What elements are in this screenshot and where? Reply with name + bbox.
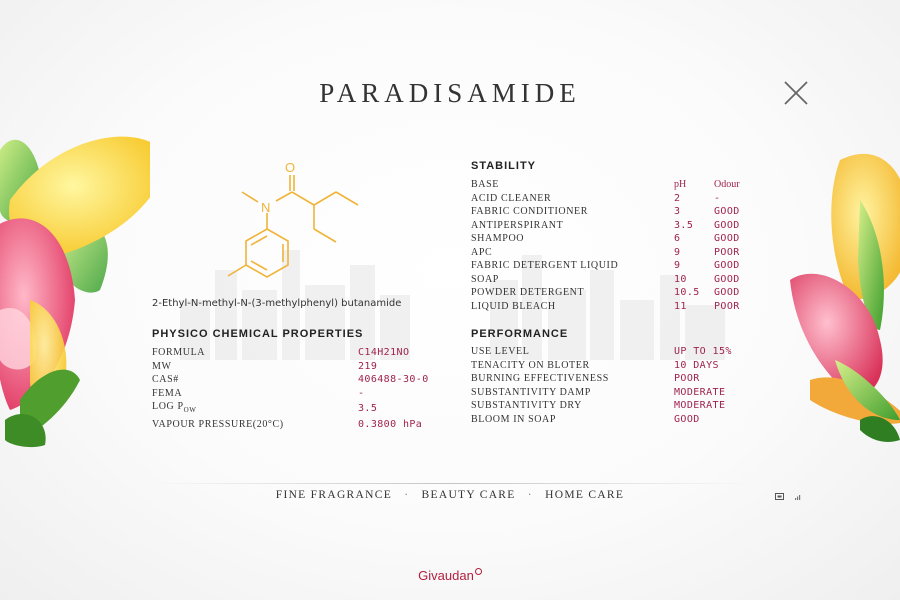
stability-ph: 6 [674,233,681,244]
table-row [471,259,740,273]
stability-table [471,178,740,313]
performance-heading: PERFORMANCE [471,328,569,340]
table-row [471,192,740,206]
table-header-row [471,178,740,192]
table-row [471,399,732,413]
table-row [152,418,429,432]
close-icon[interactable] [782,79,810,107]
chemical-name: 2-Ethyl-N-methyl-N-(3-methylphenyl) butanamide [152,298,402,309]
stability-base: LIQUID BLEACH [471,300,556,312]
oxygen-label: O [285,160,296,175]
physico-label-logp [152,400,358,418]
givaudan-logo [0,568,900,583]
table-row [471,205,740,219]
logo-text: Givaudan [418,568,474,583]
stability-ph: 2 [674,192,681,204]
table-row [471,345,732,359]
stability-ph: 11 [674,300,687,312]
performance-value: GOOD [674,413,700,425]
performance-label: SUBSTANTIVITY DAMP [471,386,591,398]
performance-label: BLOOM IN SOAP [471,413,557,425]
physico-value: 219 [358,360,378,372]
table-row [152,346,429,360]
stability-base: POWDER DETERGENT [471,287,585,298]
physico-label: VAPOUR PRESSURE(20°C) [152,418,284,430]
logo-dot-icon [475,568,482,575]
page-title: PARADISAMIDE [319,78,581,108]
table-row [471,286,740,300]
performance-value: POOR [674,373,700,384]
stability-odour: POOR [714,300,740,312]
table-row [152,373,429,387]
control-icons [775,492,805,502]
nav-separator: · [527,489,533,501]
table-row [471,219,740,233]
performance-label: SUBSTANTIVITY DRY [471,400,582,411]
nav-home-care[interactable]: HOME CARE [545,489,625,501]
table-row [471,359,732,373]
stability-odour: GOOD [714,206,740,217]
performance-value: 10 DAYS [674,359,719,371]
table-row [471,246,740,260]
performance-value: MODERATE [674,386,726,398]
physico-label: FEMA [152,387,183,399]
table-row [471,386,732,400]
screen-icon[interactable] [776,494,784,500]
stability-odour: GOOD [714,273,740,285]
stability-odour: GOOD [714,287,740,298]
performance-table [471,345,732,426]
stability-base: ACID CLEANER [471,192,552,204]
stability-base: SOAP [471,273,499,285]
stability-base: SHAMPOO [471,233,525,244]
nav-separator: · [404,489,410,501]
stability-odour: POOR [714,246,740,258]
table-row [471,232,740,246]
logp-text: LOG P [152,401,184,412]
physico-value: 3.5 [358,403,378,414]
base-header: BASE [471,179,499,190]
table-row [152,387,429,401]
stability-base: FABRIC CONDITIONER [471,206,589,217]
physico-label: MW [152,360,172,372]
category-nav [0,489,900,501]
stability-ph: 9 [674,246,681,258]
table-row [152,360,429,374]
performance-value: MODERATE [674,400,726,411]
logp-subscript: OW [183,406,197,414]
stability-heading: STABILITY [471,160,537,172]
stability-ph: 10 [674,273,687,285]
nitrogen-label: N [261,200,271,215]
physico-heading: PHYSICO CHEMICAL PROPERTIES [152,328,364,340]
footer-divider [150,483,750,484]
nav-beauty-care[interactable]: BEAUTY CARE [421,489,516,501]
stability-base: APC [471,246,493,258]
physico-label: CAS# [152,374,179,385]
nav-fine-fragrance[interactable]: FINE FRAGRANCE [275,489,393,501]
performance-label: BURNING EFFECTIVENESS [471,373,609,384]
physico-label: FORMULA [152,347,206,358]
table-row [152,400,429,418]
odour-header: Odour [714,179,740,190]
table-row [471,413,732,427]
stability-base: FABRIC DETERGENT LIQUID [471,260,619,271]
ph-header: pH [674,179,687,190]
physico-value: 406488-30-0 [358,374,429,385]
stability-ph: 3 [674,206,681,217]
stability-odour: GOOD [714,233,740,244]
physico-table [152,346,429,431]
stability-ph: 3.5 [674,219,694,231]
stability-odour: GOOD [714,260,740,271]
stability-odour: - [714,192,721,204]
stability-base: ANTIPERSPIRANT [471,219,564,231]
stability-ph: 9 [674,260,681,271]
volume-bars-icon[interactable] [795,495,800,500]
stability-ph: 10.5 [674,287,700,298]
physico-value: 0.3800 hPa [358,418,423,430]
table-row [471,273,740,287]
physico-value: C14H21NO [358,347,410,358]
stability-odour: GOOD [714,219,740,231]
performance-label: USE LEVEL [471,346,530,357]
performance-value: UP TO 15% [674,346,732,357]
molecule-structure [220,155,370,295]
table-row [471,372,732,386]
performance-label: TENACITY ON BLOTER [471,359,590,371]
physico-value: - [358,387,365,399]
table-row [471,300,740,314]
